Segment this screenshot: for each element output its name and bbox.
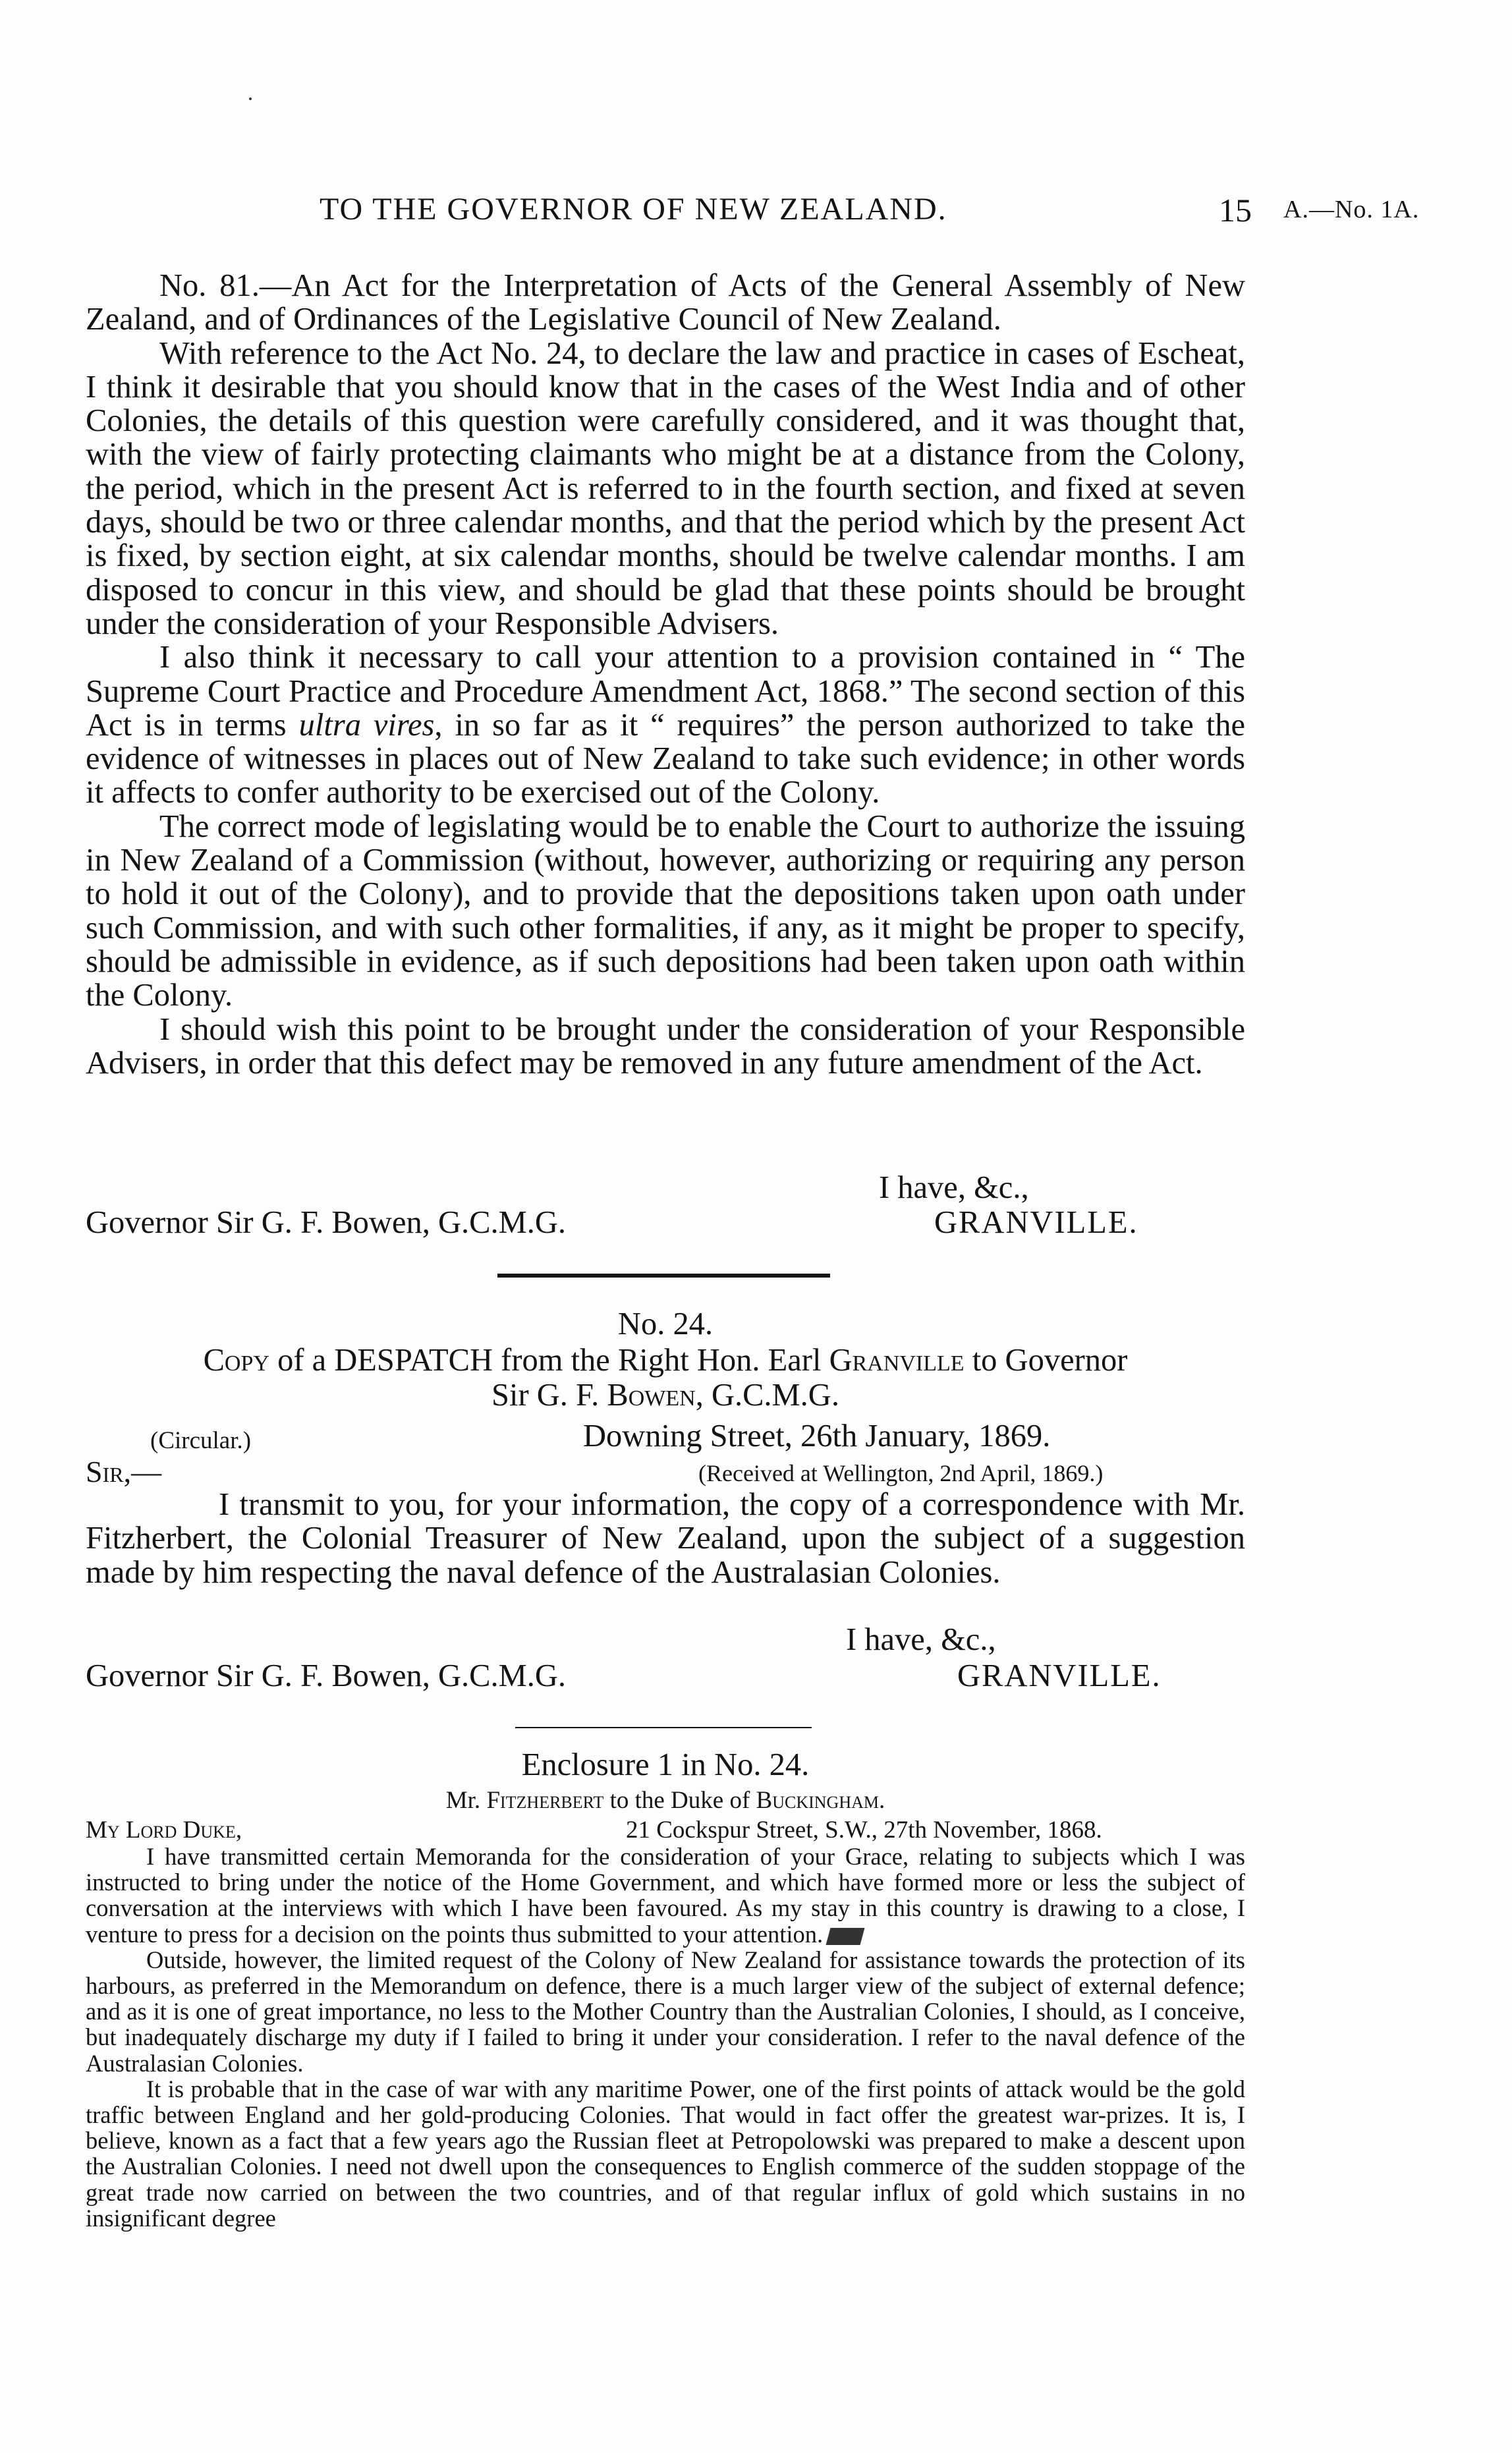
- paragraph-correct-mode: The correct mode of legislating would be to enable the Court to authorize the issuing in New Zealand of a Commission (without, however, authorizing or requiring any person to hold it out of the Colony), and to provide that the depositions taken upon oath under such Commission, and with such other formalities, if any, as it might be proper to specify, should be admissible in evidence, as if such depositions had been taken upon oath within the Colony.: [86, 808, 1245, 1013]
- salutation: Sir,—: [86, 1455, 162, 1488]
- section-divider: [497, 1274, 830, 1278]
- page-number: 15: [1219, 192, 1252, 229]
- ink-blot: [826, 1928, 865, 1945]
- header-title: TO THE GOVERNOR OF NEW ZEALAND.: [320, 192, 947, 227]
- enclosure-paragraph-1: I have transmitted certain Memoranda for the consideration of your Grace, relating to subjects which I was instructed to bring under the notice of the Home Government, and which have formed more or less the subject of conversation at the interviews with which I have been favoured. As my stay in this country is drawing to a close, I venture to press for a decision on the points thus submitted to your attention.: [86, 1843, 1245, 1948]
- despatch-signature: GRANVILLE.: [957, 1658, 1162, 1693]
- addressee-line: Governor Sir G. F. Bowen, G.C.M.G.: [86, 1205, 566, 1240]
- latin-phrase: ultra vires: [298, 707, 435, 743]
- enclosure-salutation: My Lord Duke,: [86, 1817, 242, 1844]
- enclosure-address: 21 Cockspur Street, S.W., 27th November, 1868.: [626, 1817, 1102, 1844]
- ink-speck: [249, 98, 252, 100]
- despatch-heading-line2: Sir G. F. Bowen, G.C.M.G.: [491, 1378, 839, 1413]
- closing-line: I have, &c.,: [879, 1170, 1029, 1205]
- document-reference: A.—No. 1A.: [1283, 196, 1420, 223]
- paragraph-wish: I should wish this point to be brought under the consideration of your Responsible Advisers, in order that this defect may be removed in any future amendment of the Act.: [86, 1011, 1245, 1081]
- enclosure-title: Enclosure 1 in No. 24.: [521, 1747, 810, 1782]
- circular-label: (Circular.): [150, 1427, 252, 1454]
- despatch-number: No. 24.: [617, 1307, 714, 1341]
- place-date: Downing Street, 26th January, 1869.: [583, 1419, 1051, 1453]
- enclosure-divider: [515, 1727, 812, 1728]
- received-note: (Received at Wellington, 2nd April, 1869.): [698, 1460, 1104, 1486]
- enclosure-paragraph-3: It is probable that in the case of war with any maritime Power, one of the first points of attack would be the gold traffic between England and her gold-producing Colonies. That would in fact offer the greatest war-prizes. It is, I believe, known as a fact that a few years ago the Russian fleet at Petropolowski was prepared to make a descent upon the Australian Colonies. I need not dwell upon the consequences to English commerce of the sudden stoppage of the great trade now carried on between the two countries, and of that regular influx of gold which sustains in no insignificant degree: [86, 2075, 1245, 2232]
- despatch-heading-line1: Copy of a DESPATCH from the Right Hon. Earl Granville to Governor: [203, 1343, 1128, 1378]
- despatch-addressee: Governor Sir G. F. Bowen, G.C.M.G.: [86, 1658, 566, 1693]
- enclosure-from: Mr. Fitzherbert to the Duke of Buckingham.: [445, 1787, 885, 1814]
- enclosure-body: [86, 1844, 1245, 2231]
- running-header: [86, 191, 1463, 231]
- despatch-closing: I have, &c.,: [846, 1622, 996, 1657]
- enclosure-paragraph-2: Outside, however, the limited request of the Colony of New Zealand for assistance towards the protection of its harbours, as preferred in the Memorandum on defence, there is a much larger view of the subject of external defence; and as it is one of great importance, no less to the Mother Country than the Australian Colonies, I should, as I conceive, but inadequately discharge my duty if I failed to bring it under your consideration. I refer to the naval defence of the Australasian Colonies.: [86, 1946, 1245, 2077]
- paragraph-escheat: With reference to the Act No. 24, to declare the law and practice in cases of Escheat, I think it desirable that you should know that in the cases of the West India and of other Colonies, the details of this question were carefully considered, and it was thought that, with the view of fairly protecting claimants who might be at a distance from the Colony, the period, which in the present Act is referred to in the fourth section, and fixed at seven days, should be two or three calendar months, and that the period which by the present Act is fixed, by section eight, at six calendar months, should be twelve calendar months. I am disposed to concur in this view, and should be glad that these points should be brought under the consideration of your Responsible Advisers.: [86, 335, 1245, 641]
- despatch-continuation: [86, 269, 1245, 1080]
- despatch-body: I transmit to you, for your information, the copy of a correspondence with Mr. Fitzherbert, the Colonial Treasurer of New Zealand, upon the subject of a suggestion made by him respecting the naval defence of the Australasian Colonies.: [86, 1487, 1245, 1590]
- act-heading: No. 81.—An Act for the Interpretation of Acts of the General Assembly of New Zealand, and of Ordinances of the Legislative Council of New Zealand.: [86, 268, 1245, 337]
- paragraph-supreme-court: I also think it necessary to call your attention to a provision contained in “ The Supreme Court Practice and Procedure Amendment Act, 1868.” The second section of this Act is in terms ultra vires, in so far as it “ requires” the person authorized to take the evidence of witnesses in places out of New Zealand to take such evidence; in other words it affects to confer authority to be exercised out of the Colony.: [86, 640, 1245, 810]
- signature: GRANVILLE.: [934, 1205, 1138, 1240]
